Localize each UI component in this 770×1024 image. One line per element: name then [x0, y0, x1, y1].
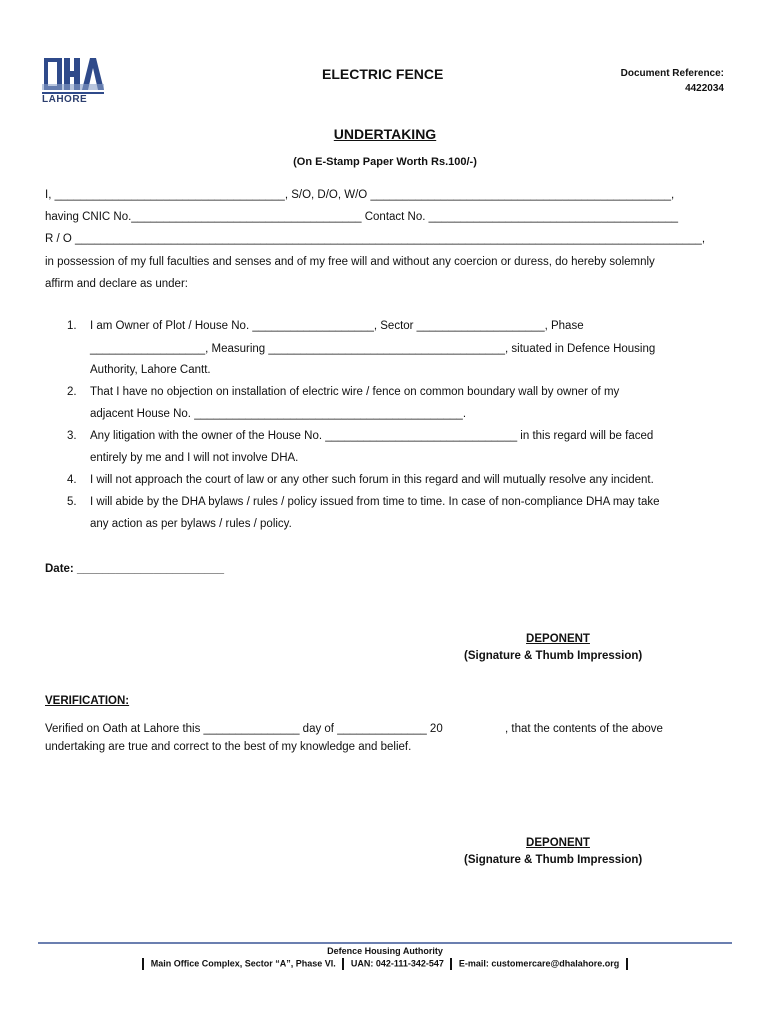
intro-line-3: R / O __________________________________________________________________________________________________,: [45, 233, 706, 245]
deponent-title-2: DEPONENT: [526, 837, 590, 849]
item-1-line-3: Authority, Lahore Cantt.: [90, 364, 211, 376]
page-heading: UNDERTAKING: [333, 126, 437, 142]
separator: [342, 958, 344, 970]
document-reference: [621, 66, 724, 96]
doc-ref-value: 4422034: [685, 83, 724, 94]
intro-line-4: in possession of my full faculties and senses and of my free will and without any coercion or duress, do hereby solemnly: [45, 256, 655, 268]
separator: [450, 958, 452, 970]
verification-line-1a: Verified on Oath at Lahore this _______________ day of ______________ 20: [45, 723, 443, 735]
page-subheading: (On E-Stamp Paper Worth Rs.100/-): [293, 156, 477, 168]
intro-line-2: having CNIC No.____________________________________ Contact No. _______________________________________: [45, 211, 679, 223]
item-3-line-2: entirely by me and I will not involve DHA.: [90, 452, 299, 464]
item-2-line-2: adjacent House No. __________________________________________.: [90, 408, 467, 420]
item-3-number: 3.: [67, 430, 77, 442]
footer-org: Defence Housing Authority: [327, 946, 443, 956]
item-3-line-1: Any litigation with the owner of the House No. ______________________________ in this regard will be faced: [90, 430, 654, 442]
deponent-sub-2: (Signature & Thumb Impression): [464, 854, 643, 866]
intro-line-1: I, ____________________________________, S/O, D/O, W/O _______________________________________________,: [45, 189, 675, 201]
item-4-line-1: I will not approach the court of law or any other such forum in this regard and will mutually resolve any incident.: [90, 474, 654, 486]
item-2-line-1: That I have no objection on installation of electric wire / fence on common boundary wall by owner of my: [90, 386, 620, 398]
doc-ref-label: Document Reference:: [620, 68, 724, 79]
footer-divider: [38, 942, 732, 944]
deponent-title-1: DEPONENT: [526, 633, 590, 645]
deponent-sub-1: (Signature & Thumb Impression): [464, 650, 643, 662]
separator: [626, 958, 628, 970]
item-1-line-1: I am Owner of Plot / House No. ___________________, Sector ____________________, Phase: [90, 320, 584, 332]
logo-caption: LAHORE: [42, 94, 88, 105]
item-1-line-2: __________________, Measuring _____________________________________, situated in Defence Housing: [90, 343, 656, 355]
document-title: ELECTRIC FENCE: [322, 66, 444, 82]
item-1-number: 1.: [67, 320, 77, 332]
separator: [142, 958, 144, 970]
item-2-number: 2.: [67, 386, 77, 398]
verification-line-2: undertaking are true and correct to the best of my knowledge and belief.: [45, 741, 412, 753]
footer-uan: UAN: 042-111-342-547: [350, 958, 444, 969]
footer-email[interactable]: E-mail: customercare@dhalahore.org: [458, 958, 620, 969]
verification-title: VERIFICATION:: [45, 695, 130, 707]
item-5-number: 5.: [67, 496, 77, 508]
item-5-line-1: I will abide by the DHA bylaws / rules / policy issued from time to time. In case of non-compliance DHA may take: [90, 496, 660, 508]
footer-contact: [0, 958, 770, 970]
intro-line-5: affirm and declare as under:: [45, 278, 188, 290]
footer-address: Main Office Complex, Sector “A”, Phase VI.: [150, 958, 336, 969]
verification-line-1b: , that the contents of the above: [505, 723, 663, 735]
item-4-number: 4.: [67, 474, 77, 486]
item-5-line-2: any action as per bylaws / rules / policy.: [90, 518, 292, 530]
date-field: Date: _______________________: [45, 563, 225, 575]
